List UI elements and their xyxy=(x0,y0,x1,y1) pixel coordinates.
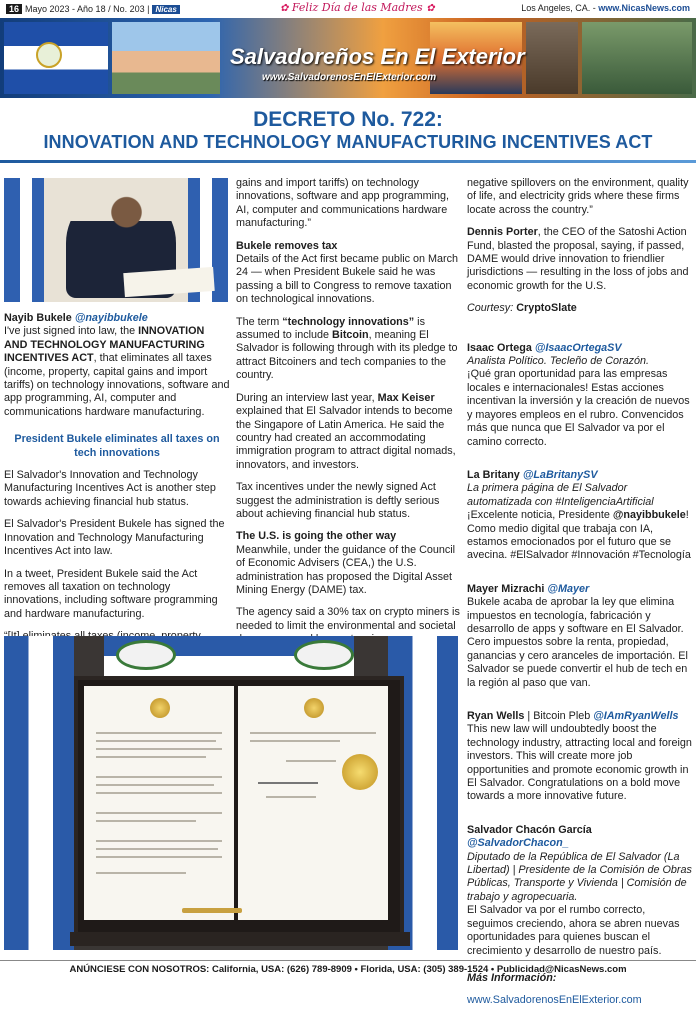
text: is assumed to include xyxy=(236,315,425,342)
paragraph xyxy=(236,316,460,383)
flower-icon: ✿ xyxy=(280,3,289,14)
headline-line-1: DECRETO No. 722: xyxy=(253,108,443,131)
bukele-signing-photo xyxy=(4,178,228,302)
section-heading: Bukele removes tax xyxy=(236,239,338,252)
coat-of-arms-icon xyxy=(36,42,62,68)
column-1 xyxy=(4,312,230,666)
table-edge xyxy=(70,932,410,946)
tweet-handle[interactable]: @IsaacOrtegaSV xyxy=(534,341,622,354)
paragraph xyxy=(467,226,693,293)
text: , the CEO of the Satoshi Action Fund, blasted the proposal, saying, if passed, DAME would drive innovation to friendlier jurisdictions — resulting in the loss of jobs and economic growth for the U.S. xyxy=(467,226,689,292)
section-heading: The U.S. is going the other way xyxy=(236,530,397,543)
author-name: Nayib Bukele xyxy=(4,312,72,324)
tweet-mayer-mizrachi xyxy=(467,583,693,690)
location-text: Los Angeles, CA. - xyxy=(521,3,596,13)
tweet-role: | Bitcoin Pleb xyxy=(527,710,591,722)
tweet-salvador-chacon xyxy=(467,824,693,958)
decree-page-left xyxy=(84,686,234,920)
tweet-handle[interactable]: @LaBritanySV xyxy=(522,468,598,481)
tweet-role: La primera página de El Salvador automatizada con #InteligenciaArtificial xyxy=(467,482,654,508)
author-handle[interactable]: @nayibbukele xyxy=(74,312,148,324)
quote-block xyxy=(4,312,230,419)
paragraph: The agency said a 30% tax on crypto miners is needed to limit the environmental and societal xyxy=(236,606,460,632)
tweet-author: Mayer Mizrachi xyxy=(467,582,545,595)
quote-pre: I've just signed into law, the xyxy=(4,325,136,338)
tweet-mention[interactable]: @nayibbukele xyxy=(612,509,686,522)
footer-ad-line: ANÚNCIESE CON NOSOTROS: California, USA: (626) 789-8909 • Florida, USA: (305) 389-1524 • Publicidad@NicasNews.com xyxy=(0,960,696,979)
paragraph: Details of the Act first became public on March 24 — when President Bukele said he was passing a bill to Congress to remove taxation on technological innovations. xyxy=(236,253,459,306)
text-line xyxy=(96,740,216,742)
quote-bold: INNOVATION AND TECHNOLOGY MANUFACTURING INCENTIVES ACT xyxy=(4,325,205,365)
page-number: 16 xyxy=(6,4,22,14)
paragraph xyxy=(236,392,460,472)
text: The term xyxy=(236,315,280,328)
tweet-text: ¡Excelente noticia, Presidente xyxy=(467,509,610,522)
paragraph: El Salvador's Innovation and Technology Manufacturing Incentives Act is another step towards achieving financial hub status. xyxy=(4,469,216,508)
masthead-title: Salvadoreños En El Exterior xyxy=(230,44,525,69)
nicas-logo: Nicas xyxy=(152,5,179,14)
text-line xyxy=(96,748,222,750)
tweet-handle[interactable]: @IAmRyanWells xyxy=(593,710,679,722)
text-bold: Bitcoin xyxy=(332,329,369,342)
courtesy-line xyxy=(467,302,693,315)
issue-info: Mayo 2023 - Año 18 / No. 203 | xyxy=(25,4,150,14)
text-line xyxy=(250,732,376,734)
tweet-text: ! Como medio digital que trabaja con IA, estamos emocionados por el futuro que se avecina. #ElSalvador #Innovación #Tecnología xyxy=(467,509,691,562)
tweet-role: Diputado de la República de El Salvador (La Libertad) | Presidente de la Comisión de Obras Públicas, Transporte y Vivienda | Comisión de trabajo y agropecuaria. xyxy=(467,850,692,903)
flag-left xyxy=(4,636,74,950)
top-location xyxy=(521,3,690,13)
tweet-handle[interactable]: @SalvadorChacon_ xyxy=(467,837,569,850)
paragraph: In a tweet, President Bukele said the Act removes all taxation on technology innovations, including software programming and hardware manufacturing. xyxy=(4,567,218,620)
text-line xyxy=(96,784,214,786)
paragraph: gains and import tariffs) on technology innovations, software and app programming, AI, computer and communications hardware manufacturing.” xyxy=(236,177,450,230)
text-line xyxy=(266,796,316,798)
text-line xyxy=(96,840,222,842)
courtesy-source: CryptoSlate xyxy=(516,302,577,315)
tweet-text: Bukele acaba de aprobar la ley que elimina impuestos en tecnología, fabricación y desarrollo de apps y software en El Salvador. Cero impuestos sobre la renta, propiedad, ganancias y cero aranceles de importación. El Salvador se puede convertir el hub de tech en la región al paso que van. xyxy=(467,596,688,689)
decree-page-right xyxy=(238,686,388,920)
masthead-banner xyxy=(0,18,696,98)
tweet-handle[interactable]: @Mayer xyxy=(547,582,590,595)
signature-line xyxy=(258,782,318,784)
paragraph: Meanwhile, under the guidance of the Council of Economic Advisers (CEA,) the U.S. administration has proposed the Digital Asset Mining Energy (DAME) tax. xyxy=(236,543,456,596)
bird-photo xyxy=(582,22,692,94)
tweet-text: ¡Qué gran oportunidad para las empresas locales e internacionales! Estas acciones incentivan la inversión y la creación de nuevos y mayores empleos en el rubro. Convencidos más que nunca que El Salvador va por el camino correcto. xyxy=(467,368,690,448)
quote-post: , that eliminates all taxes (income, property, capital gains and import tariffs) on technology innovations, software and app programming, AI, computer and communications hardware manufacturing. xyxy=(4,352,230,418)
tweet-text: El Salvador va por el rumbo correcto, seguimos creciendo, ahora se abren nuevas oportunidades para quienes buscan el crecimiento y desarrollo de nuestro país. xyxy=(467,904,680,957)
text-line xyxy=(96,856,222,858)
text-line xyxy=(96,732,222,734)
seal-icon xyxy=(150,698,170,718)
tweet-author: Isaac Ortega xyxy=(467,341,532,354)
headline-divider xyxy=(0,160,696,163)
text-line xyxy=(96,812,222,814)
paragraph: El Salvador's President Bukele has signed the Innovation and Technology Manufacturing Incentives Act into law. xyxy=(4,518,225,558)
text-bold: “technology innovations” xyxy=(282,315,415,328)
text-line xyxy=(286,760,336,762)
courtesy-label: Courtesy: xyxy=(467,302,514,315)
colonial-town-photo xyxy=(112,22,220,94)
tweet-isaac-ortega xyxy=(467,342,693,449)
text-line xyxy=(250,740,340,742)
tweet-author: La Britany xyxy=(467,468,520,481)
text-bold: Max Keiser xyxy=(377,391,435,404)
more-info-label: Más Información: xyxy=(467,971,557,984)
column-3 xyxy=(467,177,693,1017)
text-bold: Dennis Porter xyxy=(467,226,538,239)
tweet-text: This new law will undoubtedly boost the technology industry, attracting local and foreign investors. This will create more job opportunities and promote economic growth in El Salvador. Congratulations on a bold move towards a more innovative future. xyxy=(467,723,692,803)
text-line xyxy=(96,756,206,758)
gold-seal-icon xyxy=(342,754,378,790)
flag-left xyxy=(4,178,44,302)
wreath-icon xyxy=(294,640,354,670)
column-2 xyxy=(236,177,460,678)
more-info-url[interactable]: www.SalvadorenosEnElExterior.com xyxy=(467,994,642,1007)
pen-icon xyxy=(182,908,242,913)
mothers-day-banner xyxy=(280,1,435,14)
signed-decree-photo xyxy=(4,636,458,950)
text: During an interview last year, xyxy=(236,391,375,404)
text-line xyxy=(96,776,222,778)
seal-icon xyxy=(304,698,324,718)
text-line xyxy=(96,872,186,874)
text: , meaning El Salvador is following through with its pledge to attract Bitcoiners and tech companies to the country. xyxy=(236,329,458,382)
article-headline xyxy=(0,108,696,153)
mothers-day-text: Feliz Día de las Madres xyxy=(291,1,423,14)
text-line xyxy=(96,792,222,794)
tweet-author: Salvador Chacón García xyxy=(467,823,592,836)
site-link[interactable]: www.NicasNews.com xyxy=(598,3,690,13)
paragraph: negative spillovers on the environment, quality of life, and electricity grids where these firms locate across the country.” xyxy=(467,177,689,216)
wreath-icon xyxy=(116,640,176,670)
flower-icon: ✿ xyxy=(426,3,435,14)
masthead-url[interactable]: www.SalvadorenosEnElExterior.com xyxy=(262,72,437,83)
tweet-role: Analista Político. Tecleño de Corazón. xyxy=(467,355,650,368)
headline-line-2: INNOVATION AND TECHNOLOGY MANUFACTURING INCENTIVES ACT xyxy=(43,132,653,153)
text: explained that El Salvador intends to become the Singapore of Latin America. He said the country had created an accommodating immigration program to attract digital nomads, innovators, and investors. xyxy=(236,405,456,471)
stone-monument-photo xyxy=(526,22,578,94)
tweet-ryan-wells xyxy=(467,710,693,804)
tweet-la-britany xyxy=(467,469,693,563)
tweet-author: Ryan Wells xyxy=(467,710,525,722)
section-subhead: President Bukele eliminates all taxes on tech innovations xyxy=(14,433,220,459)
text-line xyxy=(96,848,218,850)
paragraph: Tax incentives under the newly signed Act suggest the administration is deftly serious about achieving financial hub status. xyxy=(236,481,440,520)
text-line xyxy=(96,820,196,822)
